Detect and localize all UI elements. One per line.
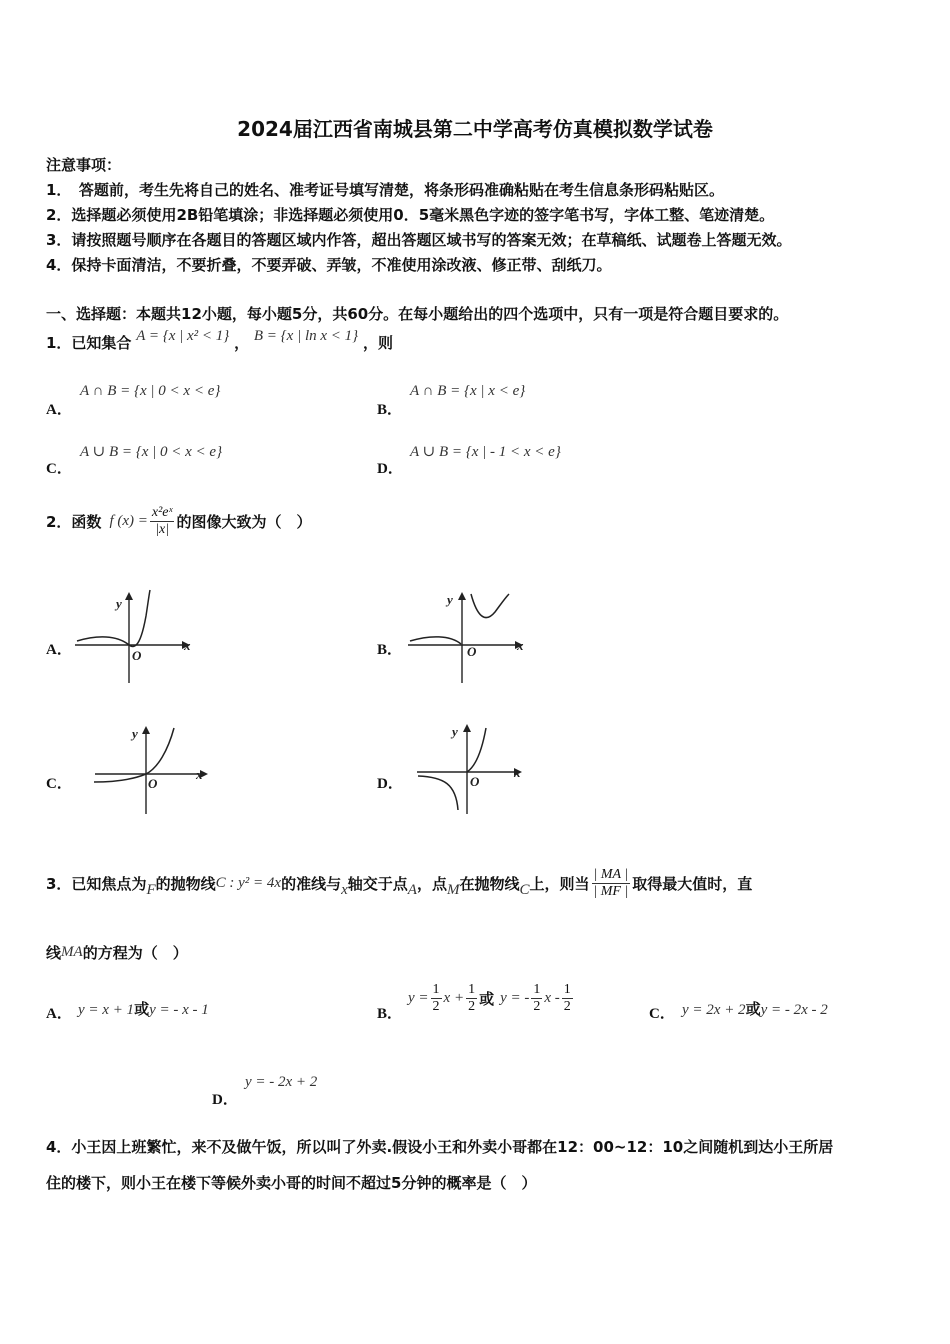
q3-option-math: x - [544,989,560,1006]
q3-text: 取得最大值时，直 [632,874,753,893]
fraction-denominator: 2 [563,998,571,1014]
fraction-numerator: 1 [432,981,440,997]
q1-option-b-label: B． [377,402,403,418]
axis-y-label: y [447,592,453,607]
q3-text: 的抛物线 [155,874,216,893]
q3-option-math: y = [408,989,429,1006]
question-3 [46,853,752,913]
fraction-denominator: 2 [468,998,476,1014]
origin-label: O [470,774,480,789]
q3-math: MA [61,944,83,960]
question-3-line2 [46,942,188,963]
q3-ratio-numerator: | MA | [593,866,629,882]
q2-suffix: 的图像大致为（ ） [176,513,312,531]
notice-item: 3．请按照题号顺序在各题目的答题区域内作答，超出答题区域书写的答案无效；在草稿纸、试题卷上答题无效。 [46,231,792,249]
q2-option-c-label: C． [46,776,72,792]
q3-option-math: y = - 2x - 2 [760,1002,828,1018]
q3-math: F [146,881,156,898]
q1-option-a: A ∩ B = {x | 0 < x < e} [80,383,221,399]
q3-text: 在抛物线 [459,874,520,893]
q3-ratio-denominator: | MF | [593,883,629,899]
q3-text: 的准线与 [281,874,342,893]
q3-text: 3．已知焦点为 [46,874,147,893]
fraction-denominator: 2 [533,998,541,1014]
q3-text: ，点 [416,874,447,893]
q2-graph-d [414,722,539,822]
q2-graph-a [72,588,197,688]
q3-or: 或 [134,1000,150,1018]
q3-option-math: y = - x - 1 [149,1002,209,1018]
q3-option-c [682,998,828,1019]
q3-text: 轴交于点 [347,874,408,893]
origin-label: O [132,648,142,663]
page-title: 2024届江西省南城县第二中学高考仿真模拟数学试卷 [237,117,713,141]
q3-option-b-label: B． [377,1006,403,1022]
q1-option-a-label: A． [46,402,72,418]
section-heading: 一、选择题：本题共12小题，每小题5分，共60分。在每小题给出的四个选项中，只有一项是符合题目要求的。 [46,305,789,323]
q3-option-math: y = 2x + 2 [682,1002,746,1018]
question-4-line1: 4．小王因上班繁忙，来不及做午饭，所以叫了外卖.假设小王和外卖小哥都在12：00~12：10之间随机到达小王所居 [46,1138,834,1156]
axis-y-label: y [452,724,458,739]
q3-option-c-label: C． [649,1006,675,1022]
q2-denominator: |x| [155,522,170,537]
q3-ratio [592,867,631,900]
q1-option-c-label: C． [46,461,72,477]
axis-x-label: x [184,638,191,653]
q1-option-d-label: D． [377,461,403,477]
q3-math: x [341,881,348,898]
axis-x-label: x [514,765,521,780]
q3-option-math: x + [443,989,465,1006]
notice-heading: 注意事项： [46,156,122,174]
q3-option-a-label: A． [46,1006,72,1022]
origin-label: O [148,776,158,791]
q3-math: C : y² = 4x [215,874,282,891]
question-1 [46,328,393,353]
q2-numerator: x²eˣ [151,505,173,520]
notice-item: 1． 答题前，考生先将自己的姓名、准考证号填写清楚，将条形码准确粘贴在考生信息条形码粘贴区。 [46,181,724,199]
q2-option-a-label: A． [46,642,72,658]
q3-option-d-label: D． [212,1092,238,1108]
axis-x-label: x [196,767,203,782]
q3-text: 上，则当 [529,874,590,893]
q2-fraction [150,505,175,538]
q3-option-a [78,998,209,1019]
notice-item: 2．选择题必须使用2B铅笔填涂；非选择题必须使用0．5毫米黑色字迹的签字笔书写，字体工整、笔迹清楚。 [46,206,775,224]
q3-option-math: y = x + 1 [78,1002,135,1018]
q1-set-b: B = {x | ln x < 1} [253,328,359,344]
notice-item: 4．保持卡面清洁，不要折叠，不要弄破、弄皱，不准使用涂改液、修正带、刮纸刀。 [46,256,612,274]
q3-option-math: y = - [500,989,530,1006]
fraction-denominator: 2 [432,998,440,1014]
q2-fx: f (x) = [109,513,148,529]
q3-option-d: y = - 2x + 2 [245,1074,318,1090]
question-4-line2: 住的楼下，则小王在楼下等候外卖小哥的时间不超过5分钟的概率是（ ） [46,1174,537,1192]
q1-comma: ， [234,334,250,352]
q2-prefix: 2．函数 [46,513,102,531]
q1-set-a: A = {x | x² < 1} [136,328,230,344]
axis-y-label: y [116,596,122,611]
q3-text: 线 [46,944,62,962]
axis-y-label: y [132,726,138,741]
axis-x-label: x [517,638,524,653]
q2-graph-c [92,722,217,822]
origin-label: O [467,644,477,659]
fraction-numerator: 1 [468,981,476,997]
q2-option-b-label: B． [377,642,403,658]
q3-math: M [446,881,460,898]
question-2 [46,505,311,538]
q2-option-d-label: D． [377,776,403,792]
q3-option-b [408,976,575,1020]
q1-option-d: A ∪ B = {x | - 1 < x < e} [410,444,561,460]
q1-option-b: A ∩ B = {x | x < e} [410,383,526,399]
q3-math: C [519,881,530,898]
q3-or: 或 [479,989,495,1008]
q1-prefix: 1．已知集合 [46,334,132,352]
fraction-numerator: 1 [533,981,541,997]
fraction-numerator: 1 [563,981,571,997]
q1-suffix: ，则 [362,334,393,352]
q3-math: A [407,881,417,898]
q3-text: 的方程为（ ） [82,944,188,962]
q2-graph-b [405,588,530,688]
q1-option-c: A ∪ B = {x | 0 < x < e} [80,444,223,460]
q3-or: 或 [745,1000,761,1018]
